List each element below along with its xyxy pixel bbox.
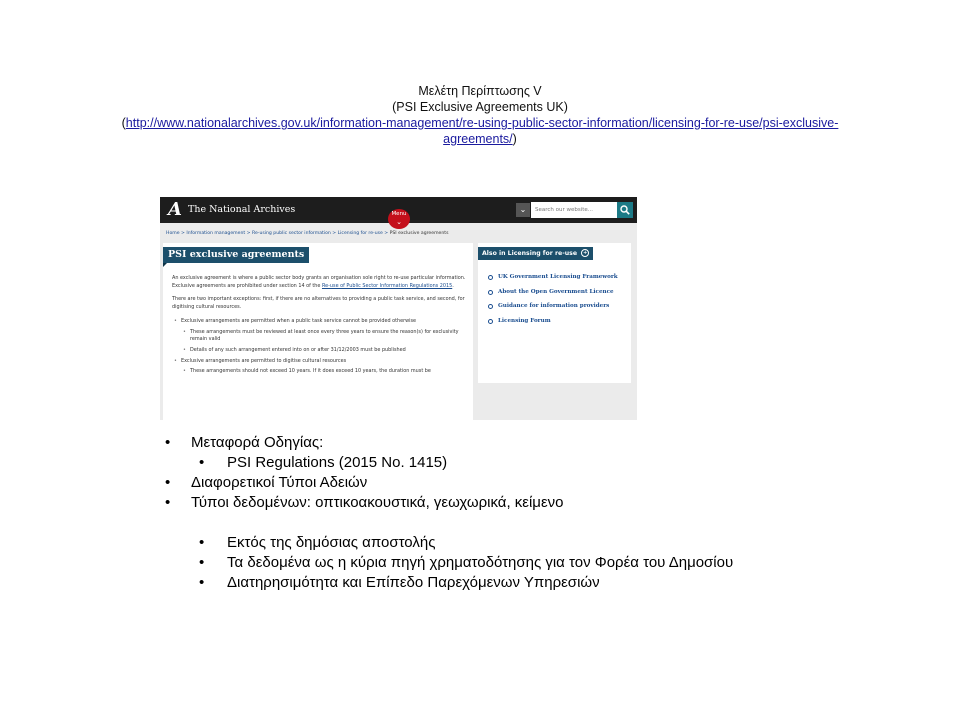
related-links-list bbox=[488, 273, 618, 331]
slide-title-block bbox=[0, 83, 960, 147]
bullet-subitem: • Τα δεδομένα ως η κύρια πηγή χρηματοδότησης για τον Φορέα του Δημοσίου bbox=[165, 553, 733, 573]
source-url-line bbox=[0, 115, 960, 147]
list-item: • Exclusive arrangements are permitted to digitise cultural resources bbox=[172, 358, 467, 366]
breadcrumb-licensing[interactable]: Licensing for re-use bbox=[337, 231, 383, 236]
related-links-heading bbox=[478, 247, 593, 260]
related-link-guidance[interactable]: Guidance for information providers bbox=[488, 302, 618, 311]
website-screenshot bbox=[160, 197, 637, 420]
list-item: • These arrangements must be reviewed at least once every three years to ensure the reason(s) for exclusivity remain valid bbox=[172, 329, 467, 344]
site-search-input[interactable]: Search our website... bbox=[531, 202, 617, 218]
expand-icon[interactable]: + bbox=[583, 250, 588, 256]
breadcrumb-re-using-psi[interactable]: Re-using public sector information bbox=[251, 231, 331, 236]
list-item: • Details of any such arrangement entered into on or after 31/12/2003 must be published bbox=[172, 347, 467, 355]
intro-text: An exclusive agreement is where a public sector body grants an organisation sole right to re-use particular information. Exclusive agreements are prohibited under section 14 of the bbox=[172, 275, 466, 289]
menu-label: Menu bbox=[391, 211, 407, 217]
bullet-item: • Τύποι δεδομένων: οπτικοακουστικά, γεωχωρικά, κείμενο bbox=[165, 493, 733, 513]
slide-subtitle: (PSI Exclusive Agreements UK) bbox=[392, 100, 568, 114]
chevron-down-icon: ⌄ bbox=[519, 205, 527, 214]
rules-list bbox=[172, 318, 467, 376]
related-link-open-government-licence[interactable]: About the Open Government Licence bbox=[488, 288, 618, 297]
related-links-heading-text: Also in Licensing for re-use bbox=[482, 250, 578, 257]
related-links-panel bbox=[478, 243, 631, 383]
regulations-link[interactable]: Re-use of Public Sector Information Regulations 2015 bbox=[321, 282, 453, 289]
related-link-licensing-framework[interactable]: UK Government Licensing Framework bbox=[488, 273, 618, 282]
page-heading: PSI exclusive agreements bbox=[163, 247, 309, 263]
breadcrumb-information-management[interactable]: Information management bbox=[186, 231, 246, 236]
url-open-paren: ( bbox=[121, 116, 126, 130]
search-button[interactable] bbox=[617, 202, 633, 218]
breadcrumb-separator: > bbox=[330, 231, 338, 236]
breadcrumb-home[interactable]: Home bbox=[166, 231, 180, 236]
breadcrumb-separator: > bbox=[245, 231, 252, 236]
related-link-licensing-forum[interactable]: Licensing Forum bbox=[488, 317, 618, 326]
bullet-subitem: • Διατηρησιμότητα και Επίπεδο Παρεχόμενων Υπηρεσιών bbox=[165, 573, 733, 593]
exceptions-paragraph: There are two important exceptions: first, if there are no alternatives to providing a public task service, and second, for digitising cultural resources. bbox=[172, 296, 465, 311]
article-body bbox=[172, 275, 467, 376]
breadcrumb-separator: > bbox=[179, 231, 187, 236]
intro-end: . bbox=[452, 282, 454, 289]
bullet-subitem: • PSI Regulations (2015 No. 1415) bbox=[165, 453, 733, 473]
url-close-paren: ) bbox=[512, 132, 517, 146]
bullet-item: • Διαφορετικοί Τύποι Αδειών bbox=[165, 473, 733, 493]
slide-bullet-list bbox=[165, 433, 733, 593]
bullet-item: • Μεταφορά Οδηγίας: bbox=[165, 433, 733, 453]
chevron-down-icon: ⌄ bbox=[396, 218, 402, 226]
search-icon bbox=[620, 205, 630, 215]
slide-title: Μελέτη Περίπτωσης V bbox=[418, 84, 542, 98]
search-scope-dropdown[interactable] bbox=[516, 203, 530, 217]
source-url-link[interactable]: http://www.nationalarchives.gov.uk/information-management/re-using-public-sector-information/licensing-for-re-use/psi-exclusive-agreements/ bbox=[125, 116, 839, 146]
menu-button[interactable] bbox=[388, 209, 410, 229]
breadcrumb-current: PSI exclusive agreements bbox=[389, 231, 449, 236]
site-logo-text[interactable]: The National Archives bbox=[188, 204, 296, 215]
main-content-panel bbox=[163, 243, 473, 420]
breadcrumb-separator: > bbox=[382, 231, 390, 236]
bullet-subitem: • Εκτός της δημόσιας αποστολής bbox=[165, 533, 733, 553]
list-item: • Exclusive arrangements are permitted when a public task service cannot be provided otherwise bbox=[172, 318, 467, 326]
list-item: • These arrangements should not exceed 10 years. If it does exceed 10 years, the duration must be bbox=[172, 368, 467, 376]
intro-paragraph bbox=[172, 275, 467, 290]
national-archives-logo-icon[interactable]: A bbox=[168, 199, 182, 220]
breadcrumb bbox=[166, 231, 448, 236]
